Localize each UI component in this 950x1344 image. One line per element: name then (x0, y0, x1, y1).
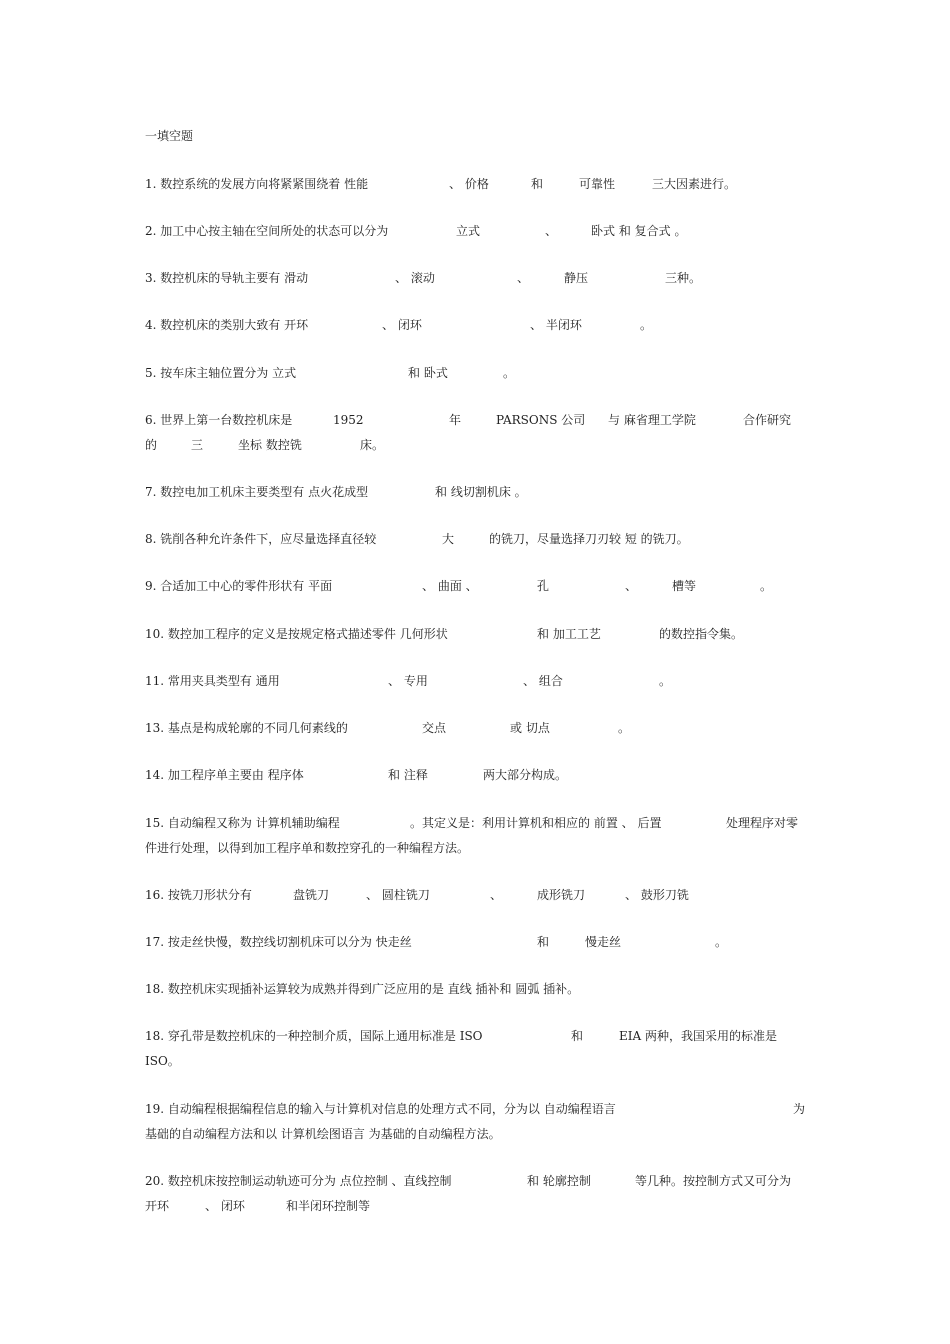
question-19-line-2: 基础的自动编程方法和以 计算机绘图语言 为基础的自动编程方法。 (145, 1127, 501, 1141)
question-7: 7. 数控电加工机床主要类型有 点火花成型 和 线切割机床 。 (145, 485, 527, 499)
question-13: 13. 基点是构成轮廓的不同几何素线的 交点 或 切点 。 (145, 721, 631, 735)
question-2: 2. 加工中心按主轴在空间所处的状态可以分为 立式 、 卧式 和 复合式 。 (145, 224, 687, 238)
question-20-line-1: 20. 数控机床按控制运动轨迹可分为 点位控制 、直线控制 和 轮廓控制 等几种。按控制方式又可分为 (145, 1174, 792, 1188)
question-20-line-2: 开环 、 闭环 和半闭环控制等 (145, 1199, 371, 1213)
document-page: 一填空题 1. 数控系统的发展方向将紧紧围绕着 性能 、 价格 和 可靠性 三大因素进行。 2. 加工中心按主轴在空间所处的状态可以分为 立式 、 卧式 和 复合式 。 3. 数控机床的导轨主要有 滑动 、 滚动 、 静压 三种。 4. 数控机床的类别大致有 开环 、 闭环 、 半闭环 。 5. 按车床主轴位置分为 立式 和 卧式 。 6. 世界上第一台数控机床是 1952 年 PARSONS 公司 与 麻省理工学院 合作研究 的 三 坐标 数控铣 床。 7. 数控电加工机床主要类型有 点火花成型 和 线切割机床 。 8. 铣削各种允许条件下，应尽量选择直径较 大 的铣刀，尽量选择刀刃较 短 的铣刀。 9. 合适加工中心的零件形状有 平面 、 曲面 、 孔 、 槽等 。 10. 数控加工程序的定义是按规定格式描述零件 几何形状 和 加工工艺 的数控指令集。 11. 常用夹具类型有 通用 、 专用 、 组合 。 13. 基点是构成轮廓的不同几何素线的 交点 或 切点 。 14. 加工程序单主要由 程序体 和 注释 两大部分构成。 15. 自动编程又称为 计算机辅助编程 。其定义是：利用计算机和相应的 前置 、 后置 处理程序对零 件进行处理，以得到加工程序单和数控穿孔的一种编程方法。 16. 按铣刀形状分有 盘铣刀 、 圆柱铣刀 、 成形铣刀 、 鼓形刀铣 17. 按走丝快慢，数控线切割机床可以分为 快走丝 和 慢走丝 。 18. 数控机床实现插补运算较为成熟并得到广泛应用的是 直线 插补和 圆弧 插补。 18. 穿孔带是数控机床的一种控制介质，国际上通用标准是 ISO 和 EIA 两种，我国采用的标准是 ISO。 19. 自动编程根据编程信息的输入与计算机对信息的处理方式不同，分为以 自动编程语言 为 基础的自动编程方法和以 计算机绘图语言 为基础的自动编程方法。 20. 数控机床按控制运动轨迹可分为 点位控制 、直线控制 和 轮廓控制 等几种。按控制方式又可分为 开环 、 闭环 和半闭环控制等 (0, 0, 950, 1344)
question-4: 4. 数控机床的类别大致有 开环 、 闭环 、 半闭环 。 (145, 318, 653, 332)
question-15-line-2: 件进行处理，以得到加工程序单和数控穿孔的一种编程方法。 (145, 841, 470, 855)
question-16: 16. 按铣刀形状分有 盘铣刀 、 圆柱铣刀 、 成形铣刀 、 鼓形刀铣 (145, 888, 689, 902)
question-15-line-1: 15. 自动编程又称为 计算机辅助编程 。其定义是：利用计算机和相应的 前置 、 后置 处理程序对零 (145, 816, 799, 830)
question-9: 9. 合适加工中心的零件形状有 平面 、 曲面 、 孔 、 槽等 。 (145, 579, 773, 593)
question-3: 3. 数控机床的导轨主要有 滑动 、 滚动 、 静压 三种。 (145, 271, 702, 285)
question-19-line-1: 19. 自动编程根据编程信息的输入与计算机对信息的处理方式不同，分为以 自动编程语言 为 (145, 1102, 806, 1116)
question-10: 10. 数控加工程序的定义是按规定格式描述零件 几何形状 和 加工工艺 的数控指令集。 (145, 627, 744, 641)
question-1: 1. 数控系统的发展方向将紧紧围绕着 性能 、 价格 和 可靠性 三大因素进行。 (145, 177, 737, 191)
question-6-line-1: 6. 世界上第一台数控机床是 1952 年 PARSONS 公司 与 麻省理工学院 合作研究 (145, 413, 792, 427)
question-8: 8. 铣削各种允许条件下，应尽量选择直径较 大 的铣刀，尽量选择刀刃较 短 的铣刀。 (145, 532, 689, 546)
question-18a: 18. 数控机床实现插补运算较为成熟并得到广泛应用的是 直线 插补和 圆弧 插补。 (145, 982, 580, 996)
question-5: 5. 按车床主轴位置分为 立式 和 卧式 。 (145, 366, 516, 380)
question-18b-line-1: 18. 穿孔带是数控机床的一种控制介质，国际上通用标准是 ISO 和 EIA 两种，我国采用的标准是 (145, 1029, 777, 1043)
question-17: 17. 按走丝快慢，数控线切割机床可以分为 快走丝 和 慢走丝 。 (145, 935, 728, 949)
question-14: 14. 加工程序单主要由 程序体 和 注释 两大部分构成。 (145, 768, 568, 782)
question-11: 11. 常用夹具类型有 通用 、 专用 、 组合 。 (145, 674, 672, 688)
question-6-line-2: 的 三 坐标 数控铣 床。 (145, 438, 385, 452)
question-18b-line-2: ISO。 (145, 1054, 180, 1068)
